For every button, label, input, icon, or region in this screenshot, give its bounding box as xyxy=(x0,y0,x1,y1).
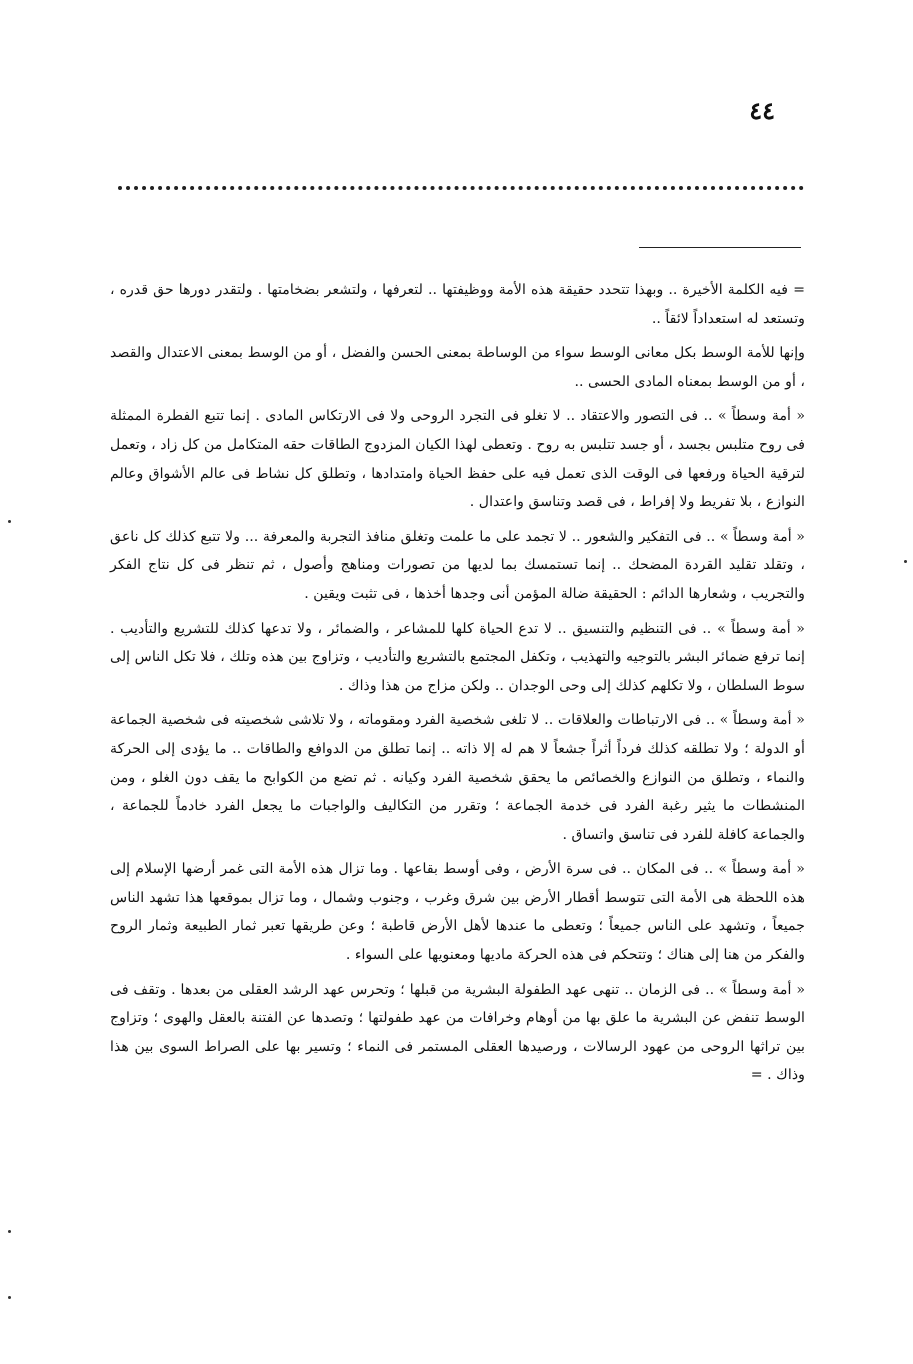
paragraph: « أمة وسطاً » .. فى التصور والاعتقاد .. لا تغلو فى التجرد الروحى ولا فى الارتكاس المادى . إنما تتبع الفطرة الممثلة فى روح متلبس بجسد ، أو جسد تتلبس به روح . وتعطى لهذا الكيان المزدوج الطاقات حقه المتكامل من كل زاد ، وتعمل لترقية الحياة ورفعها فى الوقت الذى تعمل فيه على حفظ الحياة وامتدادها ، وتطلق كل نشاط فى عالم الأشواق وعالم النوازع ، بلا تفريط ولا إفراط ، فى قصد وتناسق واعتدال . xyxy=(110,408,805,511)
page-number: ٤٤ xyxy=(749,96,775,125)
scan-speck xyxy=(8,1230,11,1233)
paragraph: « أمة وسطاً » .. فى المكان .. فى سرة الأرض ، وفى أوسط بقاعها . وما تزال هذه الأمة التى غمر أرضها الإسلام إلى هذه اللحظة هى الأمة التى تتوسط أقطار الأرض بين شرق وغرب ، وجنوب وشمال ، وما تزال بموقعها هذا تشهد الناس جميعاً ، وتشهد على الناس جميعاً ؛ وتعطى ما عندها لأهل الأرض قاطبة ؛ وعن طريقها تعبر ثمار الطبيعة وثمار الروح والفكر من هنا إلى هناك ؛ وتتحكم فى هذه الحركة ماديها ومعنويها على السواء . xyxy=(110,861,805,964)
paragraph: « أمة وسطاً » .. فى الزمان .. تنهى عهد الطفولة البشرية من قبلها ؛ وتحرس عهد الرشد العقلى من بعدها . وتقف فى الوسط تنفض عن البشرية ما علق بها من أوهام وخرافات من عهد طفولتها ؛ وتصدها عن الفتنة بالعقل والهوى ؛ وتزاوج بين تراثها الروحى من عهود الرسالات ، ورصيدها العقلى المستمر فى النماء ؛ وتسير بها على الصراط السوى بين هذا وذاك . = xyxy=(110,981,805,1084)
scan-speck xyxy=(904,560,907,563)
paragraph: وإنها للأمة الوسط بكل معانى الوسط سواء من الوساطة بمعنى الحسن والفضل ، أو من الوسط بمعنى الاعتدال والقصد ، أو من الوسط بمعناه المادى الحسى .. xyxy=(110,345,805,390)
scan-speck xyxy=(8,1296,11,1299)
paragraph: « أمة وسطاً » .. فى التنظيم والتنسيق .. لا تدع الحياة كلها للمشاعر ، والضمائر ، ولا تدعها كذلك للتشريع والتأديب . إنما ترفع ضمائر البشر بالتوجيه والتهذيب ، وتكفل المجتمع بالتشريع والتأديب ، وتزاوج بين هذه وتلك ، فلا تكل الناس إلى سوط السلطان ، ولا تكلهم كذلك إلى وحى الوجدان .. ولكن مزاج من هذا وذاك . xyxy=(110,620,805,694)
paragraph: « أمة وسطاً » .. فى الارتباطات والعلاقات .. لا تلغى شخصية الفرد ومقوماته ، ولا تلاشى شخصيته فى شخصية الجماعة أو الدولة ؛ ولا تطلقه كذلك فرداً أثراً جشعاً لا هم له إلا ذاته .. إنما تطلق من الدوافع والطاقات .. ما يؤدى إلى الحركة والنماء ، وتطلق من النوازع والخصائص ما يحقق شخصية الفرد وكيانه . ثم تضع من الكوابح ما يقف دون الغلو ، ومن المنشطات ما يثير رغبة الفرد فى خدمة الجماعة ؛ وتقرر من التكاليف والواجبات ما يجعل الفرد خادماً للجماعة ، والجماعة كافلة للفرد فى تناسق واتساق . xyxy=(110,712,805,843)
footnote-rule xyxy=(639,247,801,248)
paragraph: = فيه الكلمة الأخيرة .. وبهذا تتحدد حقيقة هذه الأمة ووظيفتها .. لتعرفها ، ولتشعر بضخامتها . ولتقدر دورها حق قدره ، وتستعد له استعداداً لائقاً .. xyxy=(110,282,805,327)
scan-speck xyxy=(8,520,11,523)
body-text xyxy=(110,276,805,1096)
paragraph: « أمة وسطاً » .. فى التفكير والشعور .. لا تجمد على ما علمت وتغلق منافذ التجربة والمعرفة ... ولا تتبع كذلك كل ناعق ، وتقلد تقليد القردة المضحك .. إنما تستمسك بما لديها من تصورات ومناهج وأصول ، ثم تنظر فى كل نتاج الفكر والتجريب ، وشعارها الدائم : الحقيقة ضالة المؤمن أنى وجدها أخذها ، فى تثبت ويقين . xyxy=(110,528,805,602)
dotted-divider xyxy=(118,186,804,190)
